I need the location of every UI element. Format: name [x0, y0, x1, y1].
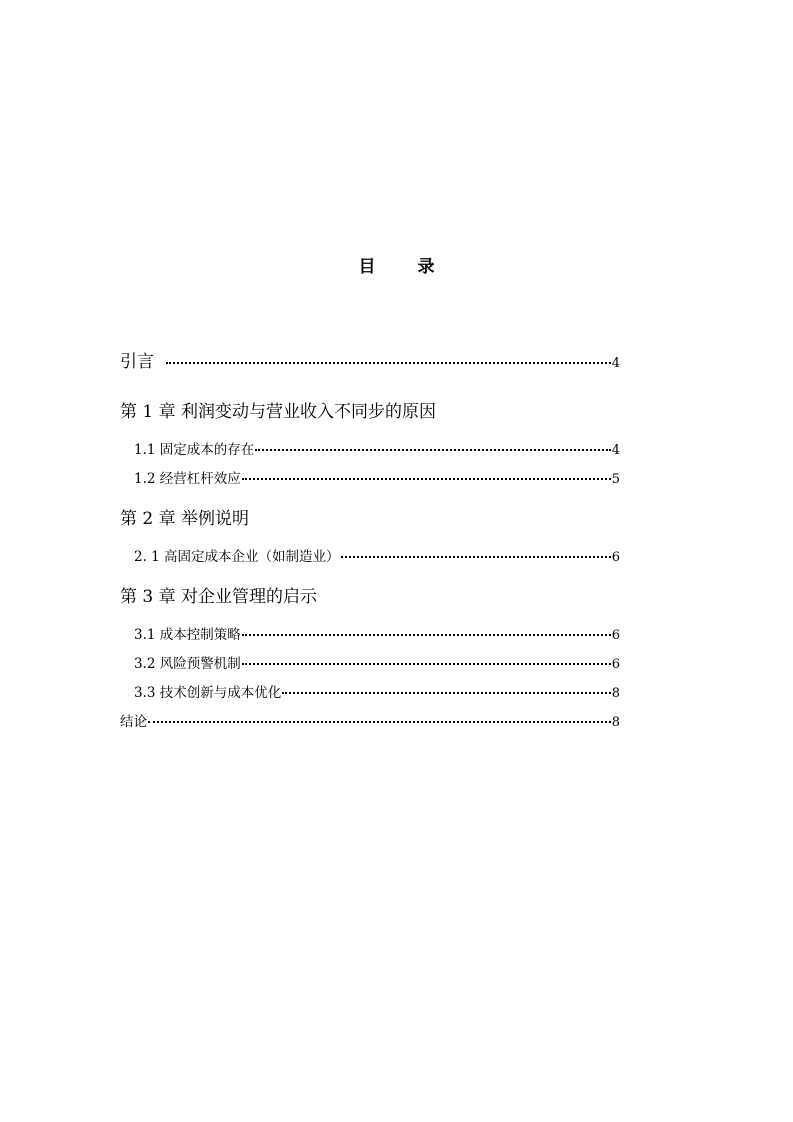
toc-entry-page: 6	[611, 550, 620, 565]
dot-leader	[242, 634, 611, 636]
toc-chapter-3[interactable]: 第 3 章 对企业管理的启示	[120, 587, 318, 607]
toc-entry-label: 3.1 成本控制策略	[134, 627, 241, 643]
toc-chapter-1[interactable]: 第 1 章 利润变动与营业收入不同步的原因	[120, 402, 437, 422]
toc-entry-page: 8	[611, 715, 620, 730]
dot-leader	[242, 663, 611, 665]
toc-entry-conclusion[interactable]	[120, 710, 620, 730]
toc-entry-1-1[interactable]	[134, 438, 620, 458]
toc-entry-intro[interactable]	[120, 347, 620, 372]
toc-entry-page: 4	[611, 356, 620, 371]
toc-entry-label: 3.3 技术创新与成本优化	[134, 685, 282, 701]
toc-title: 目 录	[358, 257, 453, 277]
toc-entry-3-3[interactable]	[134, 681, 620, 701]
toc-entry-page: 4	[611, 443, 620, 458]
dot-leader	[166, 362, 611, 364]
toc-entry-label: 1.2 经营杠杆效应	[134, 471, 241, 487]
toc-entry-page: 6	[611, 657, 620, 672]
toc-entry-2-1[interactable]	[134, 545, 620, 565]
toc-entry-label: 1.1 固定成本的存在	[134, 442, 255, 458]
toc-entry-3-1[interactable]	[134, 623, 620, 643]
toc-entry-page: 8	[611, 686, 620, 701]
toc-entry-label: 引言	[120, 352, 154, 372]
toc-entry-page: 5	[611, 472, 620, 487]
toc-entry-label: 2. 1 高固定成本企业（如制造业）	[134, 549, 340, 565]
toc-entry-page: 6	[611, 628, 620, 643]
dot-leader	[341, 556, 611, 558]
toc-entry-label: 结论	[120, 714, 147, 730]
dot-leader	[255, 449, 610, 451]
dot-leader	[242, 478, 611, 480]
toc-entry-1-2[interactable]	[134, 467, 620, 487]
toc-entry-label: 3.2 风险预警机制	[134, 656, 241, 672]
toc-chapter-2[interactable]: 第 2 章 举例说明	[120, 509, 250, 529]
dot-leader	[148, 721, 611, 723]
toc-entry-3-2[interactable]	[134, 652, 620, 672]
dot-leader	[282, 692, 610, 694]
